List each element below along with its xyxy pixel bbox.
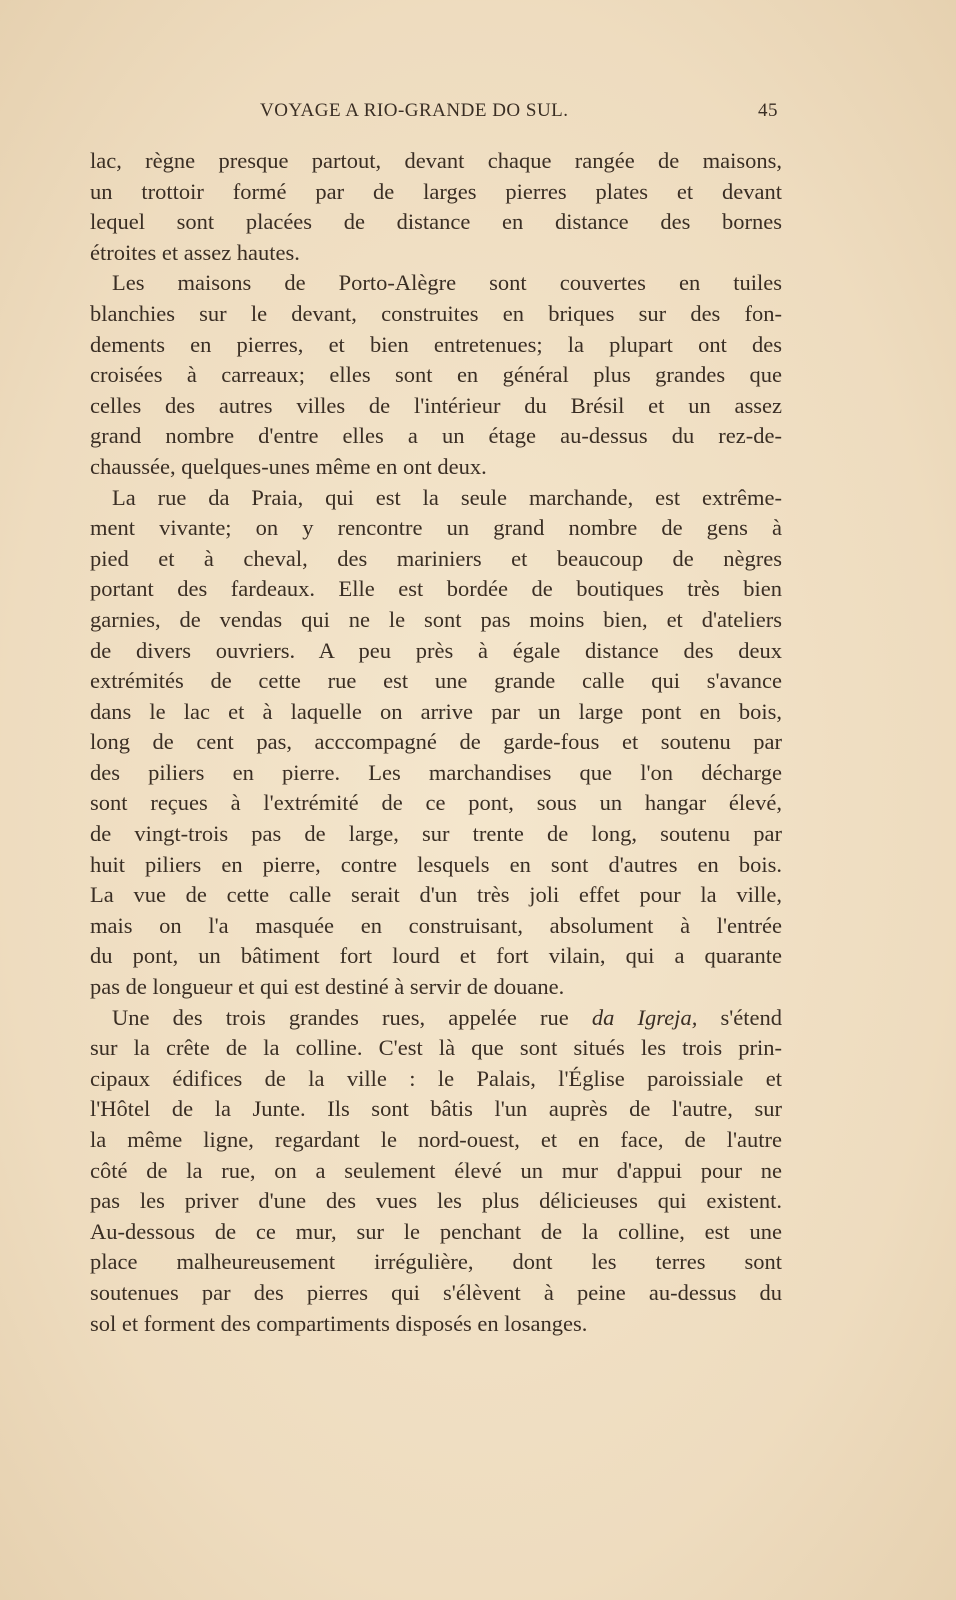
text-line: La vue de cette calle serait d'un très joli effet pour la ville, [90, 882, 782, 908]
text-line: un trottoir formé par de larges pierres plates et devant [90, 178, 782, 204]
text-line: sol et forment des compartiments disposés en losanges. [90, 1310, 588, 1336]
text-line: de vingt-trois pas de large, sur trente de long, soutenu par [90, 821, 782, 847]
text-line: lequel sont placées de distance en distance des bornes [90, 209, 782, 235]
text-line: pied et à cheval, des mariniers et beaucoup de nègres [90, 545, 782, 571]
page-number: 45 [758, 100, 778, 121]
text-line: pas les priver d'une des vues les plus délicieuses qui existent. [90, 1188, 782, 1214]
text-line: ment vivante; on y rencontre un grand nombre de gens à [90, 515, 782, 541]
text-line: celles des autres villes de l'intérieur du Brésil et un assez [90, 392, 782, 418]
text-line: de divers ouvriers. A peu près à égale distance des deux [90, 637, 782, 663]
text-line: pas de longueur et qui est destiné à servir de douane. [90, 974, 565, 1000]
text-line: sur la crête de la colline. C'est là que sont situés les trois prin- [90, 1035, 782, 1061]
text-line [90, 1003, 782, 1034]
text-line: soutenues par des pierres qui s'élèvent à peine au-dessus du [90, 1279, 782, 1305]
text-line: l'Hôtel de la Junte. Ils sont bâtis l'un auprès de l'autre, sur [90, 1096, 782, 1122]
text-line: côté de la rue, on a seulement élevé un mur d'appui pour ne [90, 1157, 782, 1183]
text-line: place malheureusement irrégulière, dont les terres sont [90, 1249, 782, 1275]
text-line: la même ligne, regardant le nord-ouest, et en face, de l'autre [90, 1127, 782, 1152]
text-line: lac, règne presque partout, devant chaque rangée de maisons, [90, 148, 782, 173]
text-line: sont reçues à l'extrémité de ce pont, sous un hangar élevé, [90, 790, 782, 816]
text-segment: Une des trois grandes rues, appelée rue [112, 1004, 592, 1030]
text-line: grand nombre d'entre elles a un étage au-dessus du rez-de- [90, 423, 782, 449]
text-line: dans le lac et à laquelle on arrive par un large pont en bois, [90, 698, 782, 724]
text-line: La rue da Praia, qui est la seule marchande, est extrême- [112, 484, 782, 510]
text-line: chaussée, quelques-unes même en ont deux. [90, 453, 487, 479]
text-line: croisées à carreaux; elles sont en général plus grandes que [90, 362, 782, 388]
text-line: du pont, un bâtiment fort lourd et fort vilain, qui a quarante [90, 943, 782, 969]
text-line: Au-dessous de ce mur, sur le penchant de la colline, est une [90, 1218, 782, 1244]
text-line: long de cent pas, acccompagné de garde-fous et soutenu par [90, 729, 782, 755]
italic-street-name: da Igreja, [591, 1004, 698, 1030]
text-line: étroites et assez hautes. [90, 239, 300, 265]
text-line: mais on l'a masquée en construisant, absolument à l'entrée [90, 912, 782, 938]
text-line: huit piliers en pierre, contre lesquels en sont d'autres en bois. [90, 851, 782, 877]
running-header [90, 100, 782, 126]
running-title: VOYAGE A RIO-GRANDE DO SUL. [260, 100, 569, 121]
text-line: cipaux édifices de la ville : le Palais, l'Église paroissiale et [90, 1065, 782, 1091]
text-line: extrémités de cette rue est une grande calle qui s'avance [90, 668, 782, 694]
page-body-text [90, 146, 782, 1339]
text-line: dements en pierres, et bien entretenues; la plupart ont des [90, 331, 782, 357]
text-line: portant des fardeaux. Elle est bordée de boutiques très bien [90, 576, 782, 602]
text-segment: s'étend [697, 1004, 782, 1030]
text-line: blanchies sur le devant, construites en briques sur des fon- [90, 300, 782, 326]
text-line: des piliers en pierre. Les marchandises que l'on décharge [90, 759, 782, 785]
text-line: Les maisons de Porto-Alègre sont couvertes en tuiles [112, 270, 782, 296]
text-line: garnies, de vendas qui ne le sont pas moins bien, et d'ateliers [90, 606, 782, 632]
